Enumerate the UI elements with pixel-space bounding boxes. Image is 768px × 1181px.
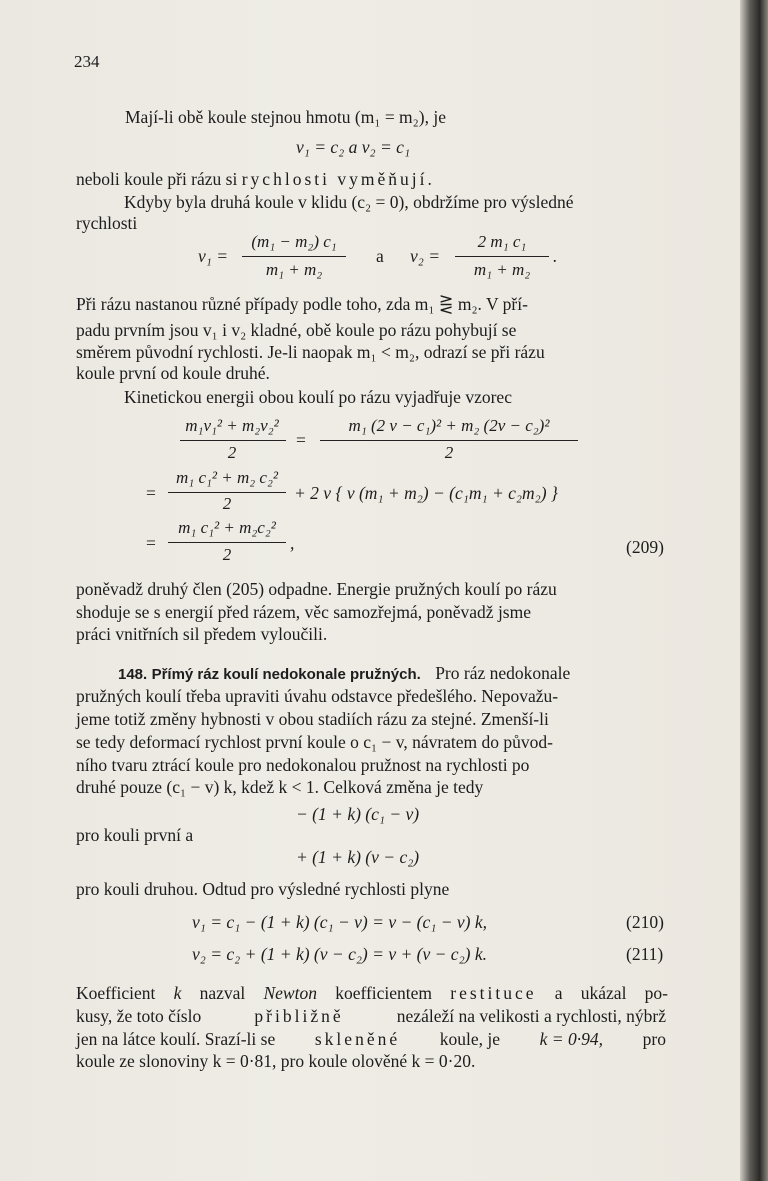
equation-210: v₁ = c₁ − (1 + k) (c₁ − v) = v − (c₁ − v) k,: [192, 912, 487, 932]
restitution-text: koule, je: [439, 1029, 501, 1049]
energy-l2-num: m₁ c₁² + m₂ c₂²: [176, 468, 278, 487]
restitution-line-1: [76, 982, 668, 1004]
equation-number-210: (210): [626, 912, 664, 932]
energy-l3-num: m₁ c₁² + m₂c₂²: [178, 518, 276, 537]
energy-lhs-num: m₁v₁² + m₂v₂²: [185, 416, 279, 435]
eq-rest-v2: v₂ =: [410, 246, 441, 266]
energy-l3-bar: [168, 542, 286, 543]
restitution-line-3: [76, 1028, 666, 1050]
eq-rest-bar2: [455, 256, 549, 257]
restitution-newton: Newton: [263, 983, 317, 1003]
restitution-word: koefficientem: [335, 983, 433, 1003]
restitution-text: nezáleží na velikosti a rychlosti, nýbrž: [396, 1006, 666, 1026]
restitution-word: ukázal: [580, 983, 627, 1003]
cases-line-3: směrem původní rychlosti. Je-li naopak m₁ < m₂, odrazí se při rázu: [76, 342, 545, 362]
section-heading-line: [118, 662, 570, 686]
exchange-text: neboli koule při rázu si: [76, 169, 238, 189]
equation-swap: v₁ = c₂ a v₂ = c₁: [296, 137, 411, 157]
restitution-emphasis: restituce: [450, 983, 537, 1003]
restitution-word: Koefficient: [76, 983, 156, 1003]
section-line-6: druhé pouze (c₁ − v) k, kdež k < 1. Celková změna je tedy: [76, 777, 484, 797]
section-line-2: pružných koulí třeba upraviti úvahu odstavce předešlého. Nepovažu-: [76, 686, 559, 706]
cases-line-2: padu prvním jsou v₁ i v₂ kladné, obě koule po rázu pohybují se: [76, 320, 517, 340]
paragraph-equal-masses: Mají-li obě koule stejnou hmotu (m₁ = m₂), je: [125, 107, 446, 127]
cases-line-1: Při rázu nastanou různé případy podle toho, zda m₁ ⋛ m₂. V pří-: [76, 294, 528, 314]
eq-rest-and: a: [376, 246, 384, 266]
book-binding-edge: [740, 0, 768, 1181]
page-number: 234: [74, 52, 100, 71]
restitution-text: pro: [642, 1029, 666, 1049]
eq-rest-num1: (m₁ − m₂) c₁: [251, 232, 337, 251]
restitution-line-4: koule ze slonoviny k = 0·81, pro koule olověné k = 0·20.: [76, 1051, 476, 1071]
eq-rest-num2: 2 m₁ c₁: [477, 232, 527, 251]
section-number: 148.: [118, 666, 148, 683]
change-second: + (1 + k) (v − c₂): [296, 847, 420, 867]
restitution-emphasis: přibližně: [254, 1006, 344, 1026]
energy-lhs-bar: [180, 440, 286, 441]
energy-rhs-num: m₁ (2 v − c₁)² + m₂ (2v − c₂)²: [348, 416, 550, 435]
energy-rhs-den: 2: [444, 443, 454, 462]
restitution-word: nazval: [199, 983, 246, 1003]
section-line-4: se tedy deformací rychlost první koule o c₁ − v, návratem do původ-: [76, 732, 553, 752]
restitution-value-glass: k = 0·94,: [539, 1029, 603, 1049]
restitution-symbol-k: k: [173, 983, 182, 1003]
restitution-line-2: [76, 1005, 666, 1027]
eq-rest-bar1: [242, 256, 346, 257]
paragraph-result: pro kouli druhou. Odtud pro výsledné rychlosti plyne: [76, 879, 450, 899]
exchange-emphasis: rychlosti vyměňují.: [241, 169, 435, 189]
cases-line-4: koule první od koule druhé.: [76, 363, 270, 383]
energy-l3-den: 2: [222, 545, 232, 564]
restitution-text: kusy, že toto číslo: [76, 1006, 202, 1026]
equation-number-209: (209): [626, 537, 664, 557]
paragraph-exchange: [76, 168, 435, 190]
change-label: pro kouli první a: [76, 825, 194, 845]
section-intro: Pro ráz nedokonale: [435, 663, 571, 683]
energy-eq-3: =: [146, 533, 156, 553]
energy-lhs-den: 2: [227, 443, 237, 462]
paragraph-rest-l2: rychlosti: [76, 213, 138, 233]
conserved-line-2: shoduje se s energií před rázem, věc samozřejmá, poněvadž jsme: [76, 602, 531, 622]
eq-rest-end: .: [553, 246, 558, 266]
restitution-word: a: [554, 983, 563, 1003]
energy-l3-end: ,: [290, 533, 295, 553]
conserved-line-3: práci vnitřních sil předem vyloučili.: [76, 624, 328, 644]
eq-rest-den1: m₁ + m₂: [265, 260, 323, 279]
energy-l2-rest: + 2 v { v (m₁ + m₂) − (c₁m₁ + c₂m₂) }: [294, 483, 558, 503]
energy-l2-den: 2: [222, 494, 232, 513]
section-line-3: jeme totiž změny hybnosti v obou stadiích rázu za stejné. Zmenší-li: [76, 709, 549, 729]
eq-rest-v1: v₁ =: [198, 246, 229, 266]
equation-number-211: (211): [626, 944, 664, 964]
energy-l2-bar: [168, 492, 286, 493]
restitution-text: jen na látce koulí. Srazí-li se: [76, 1029, 276, 1049]
section-line-5: ního tvaru ztrácí koule pro nedokonalou pružnost na rychlosti po: [76, 755, 530, 775]
paragraph-rest-l1: Kdyby byla druhá koule v klidu (c₂ = 0), obdržíme pro výsledné: [124, 192, 574, 212]
restitution-word: po-: [644, 983, 668, 1003]
energy-rhs-bar: [320, 440, 578, 441]
equation-211: v₂ = c₂ + (1 + k) (v − c₂) = v + (v − c₂) k.: [192, 944, 487, 964]
energy-eq-1: =: [296, 430, 306, 450]
conserved-line-1: poněvadž druhý člen (205) odpadne. Energie pružných koulí po rázu: [76, 579, 557, 599]
energy-eq-2: =: [146, 483, 156, 503]
change-first: − (1 + k) (c₁ − v): [296, 804, 420, 824]
eq-rest-den2: m₁ + m₂: [473, 260, 531, 279]
paragraph-kinetic: Kinetickou energii obou koulí po rázu vyjadřuje vzorec: [124, 387, 512, 407]
restitution-emphasis: skleněné: [314, 1029, 401, 1049]
section-title: Přímý ráz koulí nedokonale pružných.: [151, 666, 421, 683]
